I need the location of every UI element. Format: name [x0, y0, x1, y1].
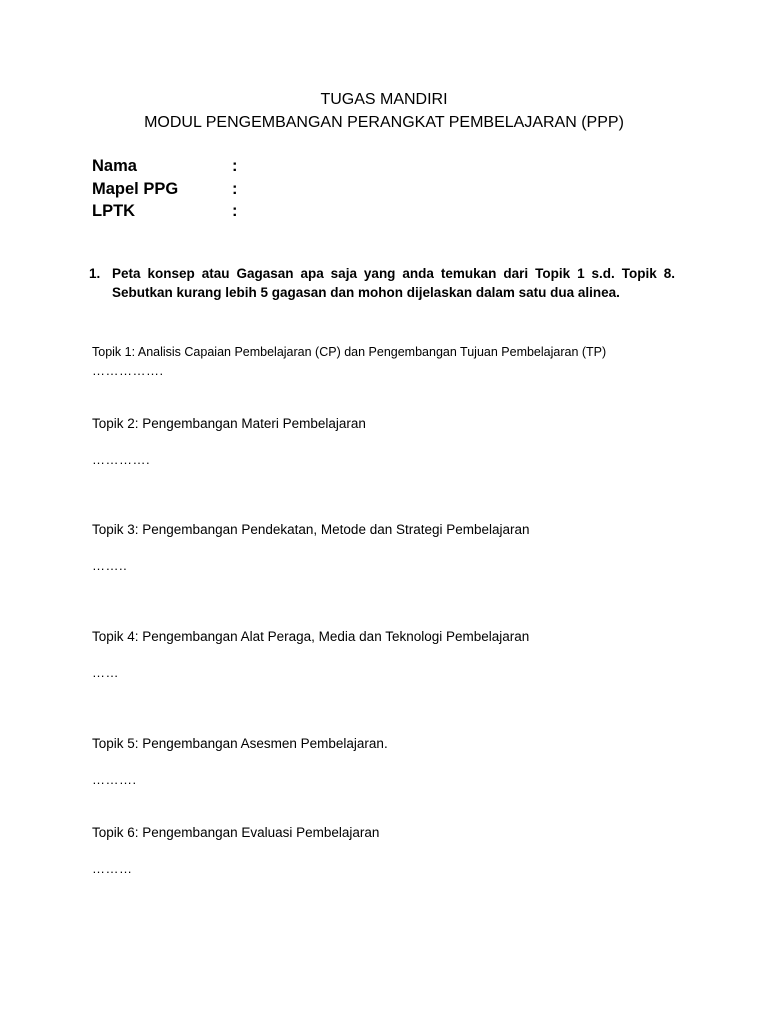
question-number: 1. [89, 266, 101, 281]
topic-2-title: Topik 2: Pengembangan Materi Pembelajaran [92, 416, 366, 431]
topic-4-answer: …… [92, 665, 119, 680]
topic-3-title: Topik 3: Pengembangan Pendekatan, Metode dan Strategi Pembelajaran [92, 522, 530, 537]
topic-2-answer: …………. [92, 452, 151, 467]
field-colon: : [232, 180, 238, 198]
topic-6-title: Topik 6: Pengembangan Evaluasi Pembelajaran [92, 825, 380, 840]
field-nama [92, 156, 238, 176]
topic-5-title: Topik 5: Pengembangan Asesmen Pembelajaran. [92, 736, 388, 751]
field-label: Mapel PPG [92, 180, 179, 198]
field-colon: : [232, 157, 238, 175]
document-title: TUGAS MANDIRI [320, 91, 448, 108]
field-label: Nama [92, 157, 137, 175]
field-colon: : [232, 202, 238, 220]
field-label: LPTK [92, 202, 136, 220]
topic-3-answer: …….. [92, 558, 128, 573]
document-subtitle: MODUL PENGEMBANGAN PERANGKAT PEMBELAJARAN (PPP) [144, 114, 624, 131]
topic-5-answer: ………. [92, 772, 137, 787]
topic-4-title: Topik 4: Pengembangan Alat Peraga, Media dan Teknologi Pembelajaran [92, 629, 530, 644]
topic-6-answer: ……… [92, 861, 133, 876]
field-lptk [92, 201, 238, 221]
question-text: Peta konsep atau Gagasan apa saja yang anda temukan dari Topik 1 s.d. Topik 8. Sebutkan kurang lebih 5 gagasan dan mohon dijelaskan dalam satu dua alinea. [112, 266, 675, 300]
field-mapel-ppg [92, 179, 238, 199]
topic-1-answer: ……………. [92, 363, 164, 378]
topic-1-title: Topik 1: Analisis Capaian Pembelajaran (CP) dan Pengembangan Tujuan Pembelajaran (TP) [92, 345, 607, 359]
question-1 [89, 264, 675, 302]
